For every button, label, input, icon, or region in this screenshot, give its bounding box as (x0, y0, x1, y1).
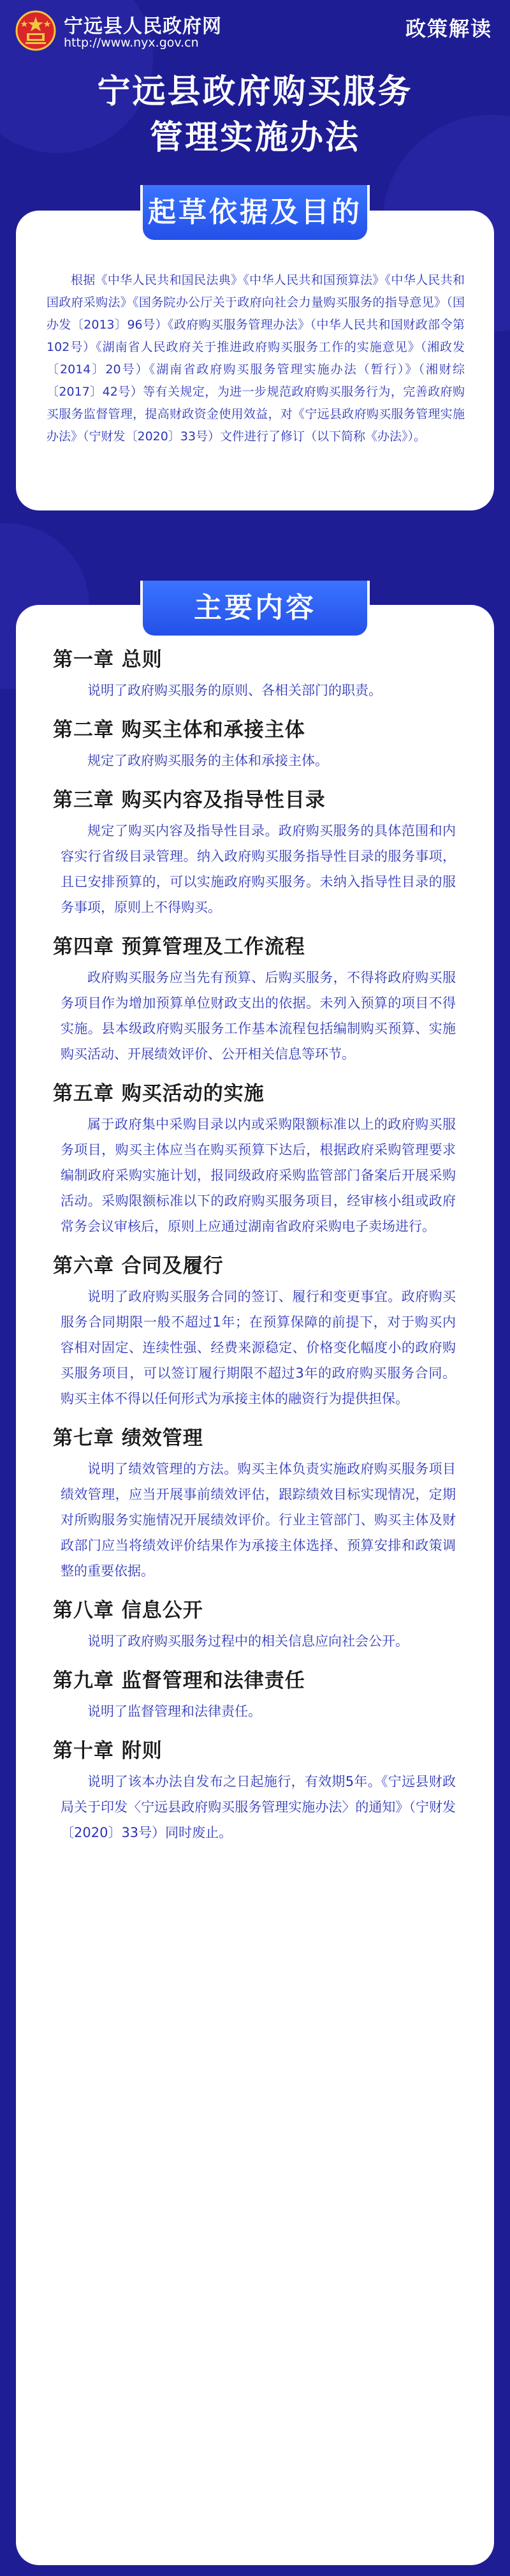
chapter-item (53, 1595, 456, 1654)
chapter-body: 说明了政府购买服务的原则、各相关部门的职责。 (87, 683, 382, 698)
main-content-heading: 主要内容 (140, 581, 370, 638)
page-title-line-1: 宁远县政府购买服务 (97, 73, 413, 111)
page-header (0, 0, 510, 64)
chapter-title: 第十章 附则 (53, 1739, 163, 1762)
chapter-title: 第七章 绩效管理 (53, 1427, 203, 1450)
chapter-body: 说明了监督管理和法律责任。 (87, 1704, 261, 1719)
chapter-item (53, 1736, 456, 1845)
chapter-title: 第四章 预算管理及工作流程 (53, 935, 305, 958)
page-title (0, 69, 510, 161)
basis-section-heading: 起草依据及目的 (140, 185, 370, 242)
chapter-item (53, 1423, 456, 1584)
chapter-item (53, 932, 456, 1067)
chapter-body: 政府购买服务应当先有预算、后购买服务，不得将政府购买服务项目作为增加预算单位财政支出的依据。未列入预算的项目不得实施。县本级政府购买服务工作基本流程包括编制购买预算、实施购买活动、开展绩效评价、公开相关信息等环节。 (61, 970, 456, 1062)
chapter-body: 规定了购买内容及指导性目录。政府购买服务的具体范围和内容实行省级目录管理。纳入政府购买服务指导性目录的服务事项，且已安排预算的，可以实施政府购买服务。未纳入指导性目录的服务事项，原则上不得购买。 (61, 823, 456, 915)
page-title-line-2: 管理实施办法 (149, 119, 360, 157)
site-name[interactable]: 宁远县人民政府网 (64, 15, 222, 38)
chapter-item (53, 785, 456, 920)
chapter-body: 说明了该本办法自发布之日起施行，有效期5年。《宁远县财政局关于印发〈宁远县政府购买服务管理实施办法〉的通知》（宁财发〔2020〕33号）同时废止。 (61, 1774, 456, 1840)
chapter-title: 第二章 购买主体和承接主体 (53, 718, 305, 741)
basis-paragraph: 根据《中华人民共和国民法典》《中华人民共和国预算法》《中华人民共和国政府采购法》《国务院办公厅关于政府向社会力量购买服务的指导意见》（国办发〔2013〕96号）《政府购买服务管理办法》（中华人民共和国财政部令第102号）《湖南省人民政府关于推进政府购买服务工作的实施意见》（湘政发〔2014〕20号）《湖南省政府购买服务管理实施办法（暂行）》（湘财综〔2017〕42号）等有关规定，为进一步规范政府购买服务行为，完善政府购买服务监督管理，提高财政资金使用效益，对《宁远县政府购买服务管理实施办法》（宁财发〔2020〕33号）文件进行了修订（以下简称《办法》）。 (47, 273, 465, 443)
chapter-title: 第九章 监督管理和法律责任 (53, 1669, 305, 1692)
chapter-title: 第八章 信息公开 (53, 1599, 203, 1622)
site-url[interactable]: http://www.nyx.gov.cn (64, 36, 199, 50)
policy-interpretation-tag: 政策解读 (405, 17, 492, 41)
national-emblem-icon (15, 10, 56, 51)
chapter-title: 第三章 购买内容及指导性目录 (53, 789, 326, 812)
chapter-title: 第五章 购买活动的实施 (53, 1082, 265, 1105)
chapter-item (53, 1251, 456, 1411)
chapter-body: 说明了政府购买服务合同的签订、履行和变更事宜。政府购买服务合同期限一般不超过1年；在预算保障的前提下，对于购买内容相对固定、连续性强、经费来源稳定、价格变化幅度小的政府购买服务项目，可以签订履行期限不超过3年的政府购买服务合同。购买主体不得以任何形式为承接主体的融资行为提供担保。 (61, 1289, 456, 1406)
chapter-title: 第六章 合同及履行 (53, 1254, 224, 1277)
chapter-body: 说明了绩效管理的方法。购买主体负责实施政府购买服务项目绩效管理，应当开展事前绩效评估，跟踪绩效目标实现情况，定期对所购服务实施情况开展绩效评价。行业主管部门、购买主体及财政部门应当将绩效评价结果作为承接主体选择、预算安排和政策调整的重要依据。 (61, 1461, 456, 1579)
chapter-item (53, 1665, 456, 1724)
chapter-list (53, 644, 456, 1857)
chapter-title: 第一章 总则 (53, 648, 163, 671)
chapter-item (53, 1078, 456, 1239)
chapter-body: 属于政府集中采购目录以内或采购限额标准以上的政府购买服务项目，购买主体应当在购买预算下达后，根据政府采购管理要求编制政府采购实施计划，报同级政府采购监管部门备案后开展采购活动。采购限额标准以下的政府购买服务项目，经审核小组或政府常务会议审核后，原则上应通过湖南省政府采购电子卖场进行。 (61, 1117, 456, 1234)
basis-section-card (16, 211, 494, 510)
chapter-item (53, 644, 456, 703)
chapter-body: 规定了政府购买服务的主体和承接主体。 (87, 753, 328, 768)
chapter-item (53, 715, 456, 773)
chapter-body: 说明了政府购买服务过程中的相关信息应向社会公开。 (87, 1634, 409, 1649)
